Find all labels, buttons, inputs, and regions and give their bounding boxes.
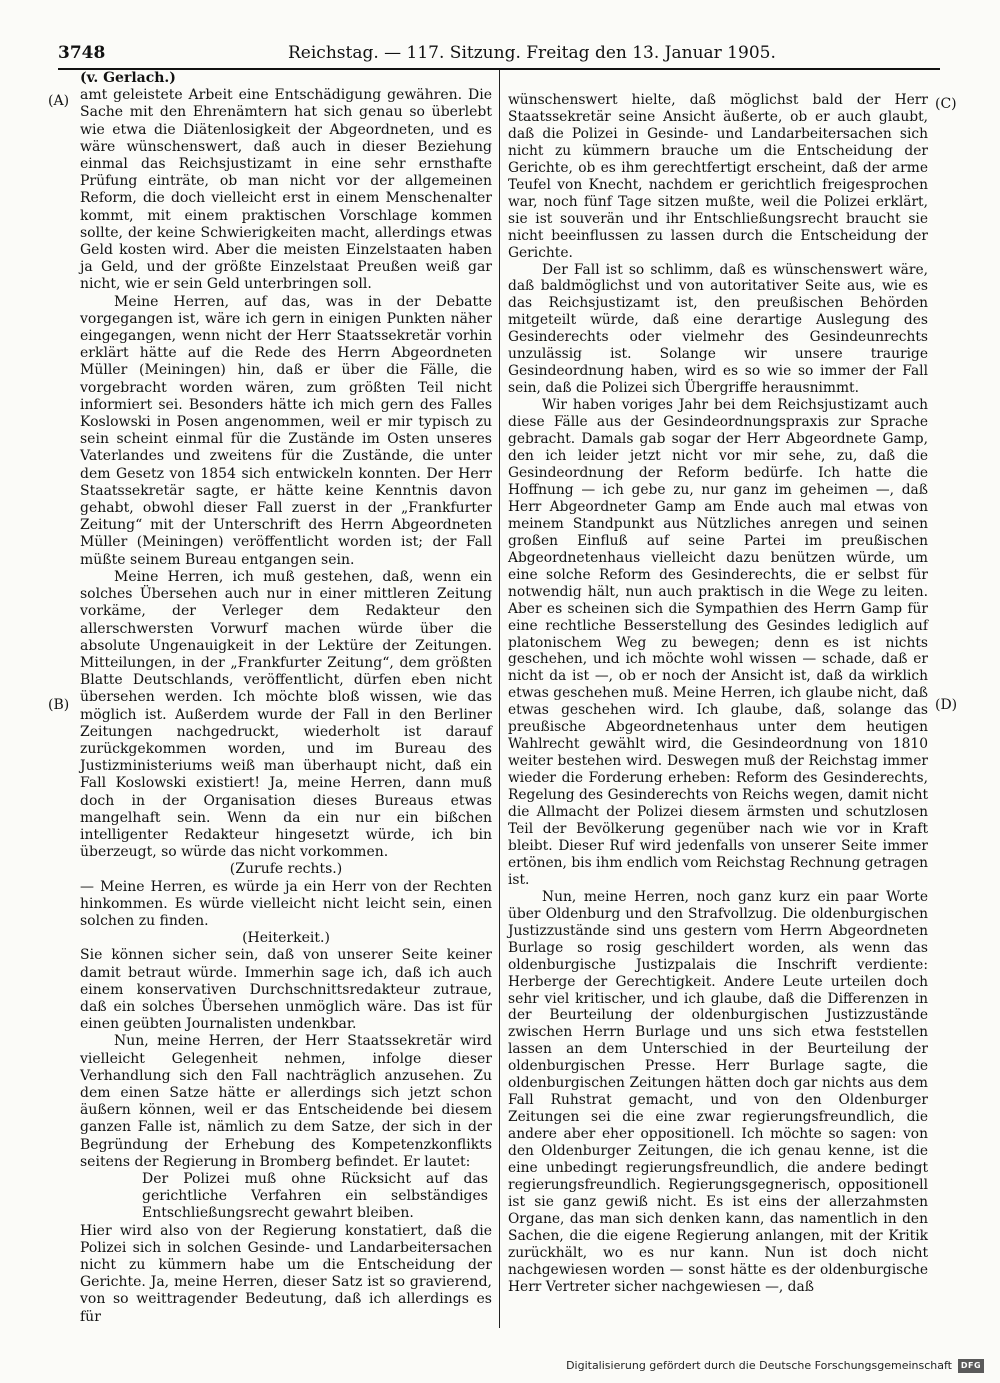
speaker-name: (v. Gerlach.) (80, 70, 176, 86)
paragraph: — Meine Herren, es würde ja ein Herr von der Rechten hinkommen. Es würde vielleicht nicht leicht sein, einen solchen zu finden. (80, 878, 492, 929)
left-column (80, 70, 492, 1326)
block-quote: Der Polizei muß ohne Rücksicht auf das gerichtliche Verfahren ein selbständiges Entschließungsrecht gewahrt bleiben. (142, 1171, 488, 1222)
margin-marker-d: (D) (935, 697, 958, 713)
interjection: (Heiterkeit.) (242, 930, 330, 947)
page-number: 3748 (58, 43, 106, 63)
digitization-footer (566, 1357, 984, 1375)
page-header (58, 42, 940, 70)
paragraph: Sie können sicher sein, daß von unserer Seite keiner damit betraut würde. Immerhin sage ich, daß ich auch einem konservativen Durchschnittsredakteur zutraue, daß ein solches Übersehen unmöglich wäre. Das ist für einen geübten Journalisten undenkbar. (80, 947, 492, 1033)
paragraph: Meine Herren, auf das, was in der Debatte vorgegangen ist, wäre ich gern in einigen Punkten näher eingegangen, wenn nicht der Herr Staatssekretär vorhin erklärt hätte auf die Rede des Herrn Abgeordneten Müller (Meiningen) hin, daß er über die Fälle, die vorgebracht worden wären, zum größten Teil nicht informiert sei. Besonders hätte ich mich gern des Falles Koslowski in Posen angenommen, weil er mir typisch zu sein scheint einmal für die Zustände im Osten unseres Vaterlandes und zweitens für die Zustände, die unter dem Gesetz von 1854 sich entwickeln konnten. Der Herr Staatssekretär sagte, er hätte keine Kenntnis davon gehabt, obwohl dieser Fall zuerst in der „Frankfurter Zeitung“ mit der Unterschrift des Herrn Abgeordneten Müller (Meiningen) veröffentlicht worden ist; der Fall müßte seinem Bureau entgangen sein. (80, 293, 492, 568)
margin-marker-b: (B) (48, 697, 70, 713)
paragraph: Der Fall ist so schlimm, daß es wünschenswert wäre, daß baldmöglichst und von autoritativer Seite aus, wie es das Reichsjustizamt ist, den preußischen Behörden mitgeteilt würde, daß eine derartige Auslegung des Gesinderechts oder vielmehr des Gesindeunrechts unzulässig ist. Solange wir unsere traurige Gesindeordnung haben, wird es so wie so immer der Fall sein, daß die Polizei sich Übergriffe herausnimmt. (508, 261, 928, 397)
paragraph: Wir haben voriges Jahr bei dem Reichsjustizamt auch diese Fälle aus der Gesindeordnungspraxis zur Sprache gebracht. Damals gab sogar der Herr Abgeordnete Gamp, den ich leider jetzt nicht vor mir sehe, zu, daß die Gesindeordnung der Reform bedürfe. Ich hatte die Hoffnung — ich gebe zu, nur ganz im geheimen —, daß Herr Abgeordneter Gamp am Ende auch mal etwas von meinem Standpunkt aus Nützliches anregen und seinen großen Einfluß auf seine Partei im preußischen Abgeordnetenhaus vielleicht dazu benützen würde, um eine solche Reform des Gesinderechts, die er selbst für notwendig hält, nun auch praktisch in die Wege zu leiten. Aber es scheinen sich die Sympathien des Herrn Gamp für eine rechtliche Besserstellung des Gesindes lediglich auf platonischem Weg zu bewegen; denn es ist nichts geschehen, und ich möchte wohl wissen — schade, daß er nicht da ist —, ob er noch der Ansicht ist, daß da wirklich etwas geschehen muß. Meine Herren, ich glaube nicht, daß etwas geschehen wird. Ich glaube, daß, solange das preußische Abgeordnetenhaus unter dem heutigen Wahlrecht gewählt wird, die Gesindeordnung von 1810 weiter bestehen wird. Deswegen muß der Reichstag immer wieder die Forderung erheben: Reform des Gesinderechts, Regelung des Gesinderechts von Reichs wegen, damit nicht die Allmacht der Polizei diesem ärmsten und schutzlosen Teil der Bevölkerung gegenüber nach wie vor in Kraft bleibt. Dieser Ruf wird jedenfalls von unserer Seite immer ertönen, bis ihm endlich vom Reichstag Rechnung getragen ist. (508, 397, 929, 888)
running-title: Reichstag. — 117. Sitzung. Freitag den 13. Januar 1905. (288, 43, 776, 63)
right-column (508, 92, 928, 1296)
paragraph: Nun, meine Herren, der Herr Staatssekretär wird vielleicht Gelegenheit nehmen, infolge dieser Verhandlung sich den Fall nachträglich anzusehen. Zu dem einen Satze hätte er allerdings sich jetzt schon äußern können, weil er das Entscheidende bei diesem ganzen Falle ist, nämlich zu dem Satze, der sich in der Begründung der Erhebung des Kompetenzkonflikts seitens der Regierung in Bromberg befindet. Er lautet: (80, 1033, 492, 1170)
footer-credit: Digitalisierung gefördert durch die Deutsche Forschungsgemeinschaft (566, 1359, 952, 1372)
interjection: (Zurufe rechts.) (229, 861, 343, 878)
paragraph: Hier wird also von der Regierung konstatiert, daß die Polizei sich in solchen Gesinde- und Landarbeitersachen nicht zu kümmern habe um die Entscheidung der Gerichte. Ja, meine Herren, dieser Satz ist so gravierend, von so weittragender Bedeutung, daß ich allerdings es für (80, 1222, 492, 1325)
column-divider (499, 70, 500, 1328)
margin-marker-a: (A) (48, 93, 70, 109)
paragraph: Nun, meine Herren, noch ganz kurz ein paar Worte über Oldenburg und den Strafvollzug. Die oldenburgischen Justizzustände sind uns gestern vom Herrn Abgeordneten Burlage so rosig geschildert worden, als wenn das oldenburgische Justizpalais die Inschrift verdiente: Herberge der Gerechtigkeit. Andere Leute urteilen doch sehr viel kritischer, und ich glaube, daß die Differenzen in der Beurteilung der oldenburgischen Justizzustände zwischen Herrn Burlage und uns sich etwa feststellen lassen an dem Unterschied in der Beurteilung der oldenburgischen Presse. Herr Burlage sagte, die oldenburgischen Zeitungen hätten doch gar nichts aus dem Fall Ruhstrat gemacht, und von den Oldenburger Zeitungen sei die eine zwar regierungsfreundlich, die andere aber eher oppositionell. Ich möchte so sagen: von den Oldenburger Zeitungen, die ich genau kenne, ist die eine unbedingt regierungsfreundlich, die andere bedingt regierungsfreundlich. Regierungsgegnerisch, oppositionell ist sie ganz gewiß nicht. Es ist eins der allerzahmsten Organe, das man sich denken kann, das namentlich in den Sachen, die die eigene Regierung anlangen, mit der Kritik zurückhält, wo es nur kann. Nun ist doch nicht nachgewiesen worden — sonst hätte es der oldenburgische Herr Vertreter sicher nachgewiesen —, daß (508, 888, 928, 1295)
paragraph: amt geleistete Arbeit eine Entschädigung gewähren. Die Sache mit den Ehrenämtern hat sich genau so überlebt wie etwa die Diätenlosigkeit der Abgeordneten, und es wäre wünschenswert, daß auch in dieser Beziehung einmal das Reichsjustizamt in eine sehr ernsthafte Prüfung einträte, ob man nicht vor der allgemeinen Reform, die doch vielleicht erst in einem Menschenalter kommt, mit einem praktischen Vorschlage kommen sollte, der keine Schwierigkeiten macht, allerdings etwas Geld kosten wird. Aber die meisten Einzelstaaten haben ja Geld, und der größte Einzelstaat Preußen weiß gar nicht, wie er sein Geld unterbringen soll. (80, 87, 492, 293)
margin-marker-c: (C) (935, 96, 957, 112)
dfg-logo-icon: DFG (958, 1359, 984, 1373)
paragraph: Meine Herren, ich muß gestehen, daß, wenn ein solches Übersehen auch nur in einer mittleren Zeitung vorkäme, der Verleger dem Redakteur den allerschwersten Vorwurf machen würde über die absolute Ungenauigkeit in der Lektüre der Zeitungen. Mitteilungen, in der „Frankfurter Zeitung“, dem größten Blatte Deutschlands, veröffentlicht, dürfen eben nicht übersehen werden. Ich möchte bloß wissen, wie das möglich ist. Außerdem wurde der Fall in den Berliner Zeitungen nachgedruckt, wiederholt ist darauf zurückgekommen worden, und im Bureau des Justizministeriums weiß man überhaupt nicht, daß ein Fall Koslowski existiert! Ja, meine Herren, dann muß doch in der Organisation dieses Bureaus etwas mangelhaft sein. Wenn da ein nur ein bißchen intelligenter Redakteur hingesetzt würde, ich bin überzeugt, so würde das nicht vorkommen. (80, 568, 492, 861)
paragraph: wünschenswert hielte, daß möglichst bald der Herr Staatssekretär seine Ansicht äußerte, ob er auch glaubt, daß die Polizei in Gesinde- und Landarbeitersachen sich nicht zu kümmern brauche um die Entscheidung der Gerichte, ob es ihm gerechtfertigt erscheint, daß der arme Teufel von Knecht, nachdem er gerichtlich freigesprochen war, noch fünf Tage sitzen mußte, weil die Polizei erklärt, sie ist souverän und ihr Entschließungsrecht braucht sie nicht beeinflussen zu lassen durch die Entscheidung der Gerichte. (508, 92, 928, 261)
